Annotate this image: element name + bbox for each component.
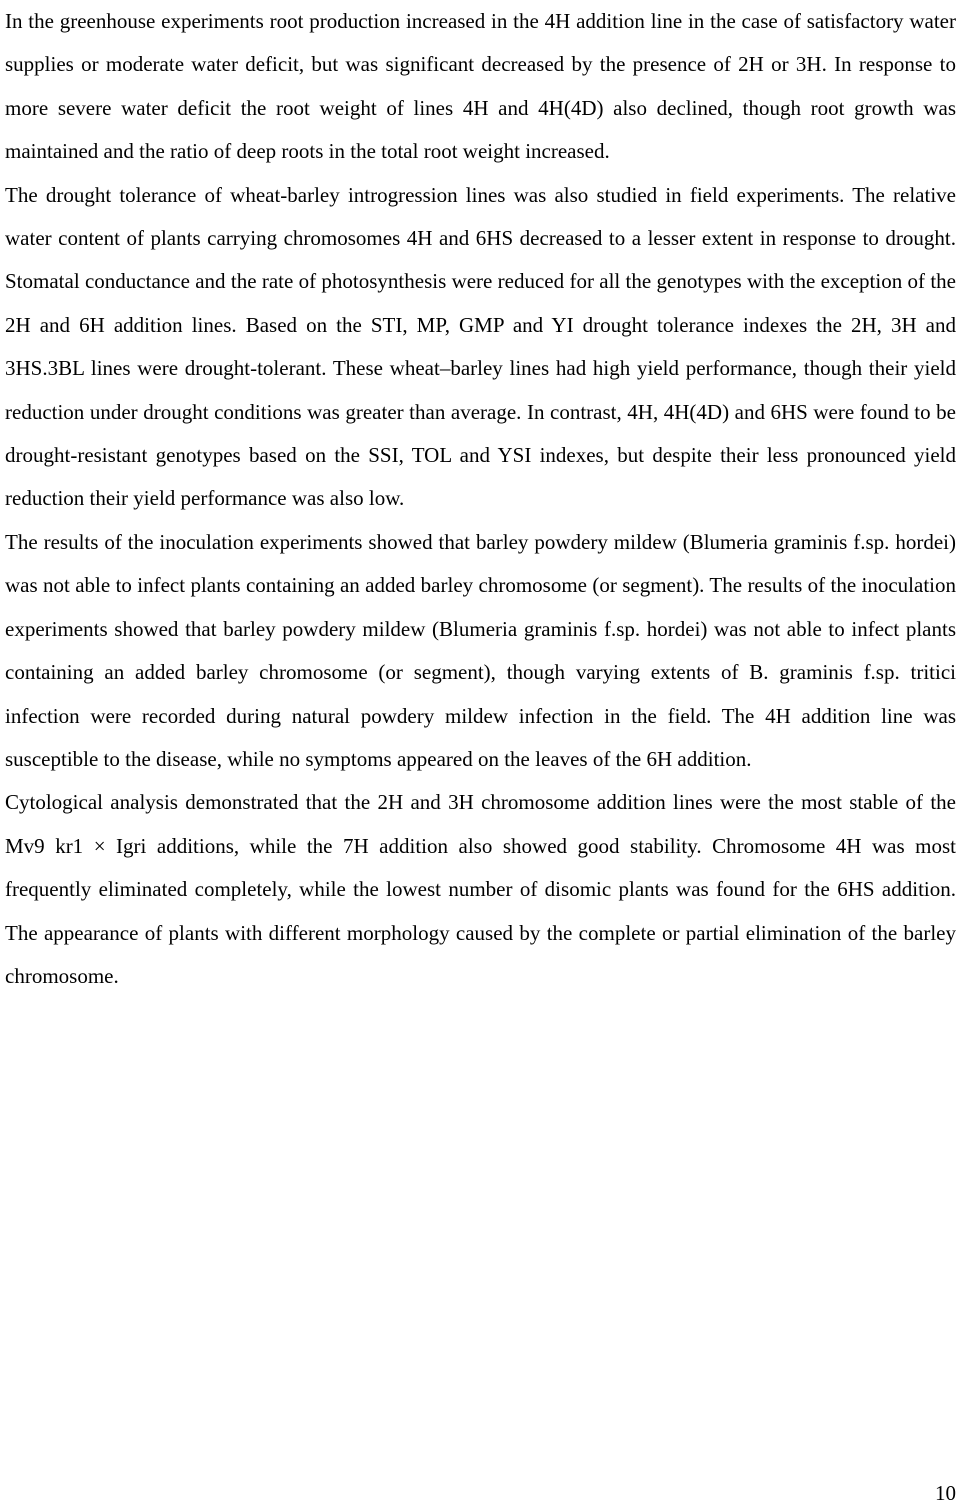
page-number: 10 bbox=[935, 1481, 956, 1505]
paragraph-powdery-mildew: The results of the inoculation experiments showed that barley powdery mildew (Blumeria graminis f.sp. hordei) was not able to infect plants containing an added barley chromosome (or segment). The results of the inoculation experiments showed that barley powdery mildew (Blumeria graminis f.sp. hordei) was not able to infect plants containing an added barley chromosome (or segment), though varying extents of B. graminis f.sp. tritici infection were recorded during natural powdery mildew infection in the field. The 4H addition line was susceptible to the disease, while no symptoms appeared on the leaves of the 6H addition. bbox=[5, 529, 956, 771]
body-text bbox=[5, 0, 956, 998]
paragraph-cytological-analysis: Cytological analysis demonstrated that the 2H and 3H chromosome addition lines were the most stable of the Mv9 kr1 × Igri additions, while the 7H addition also showed good stability. Chromosome 4H was most frequently eliminated completely, while the lowest number of disomic plants was found for the 6HS addition. The appearance of plants with different morphology caused by the complete or partial elimination of the barley chromosome. bbox=[5, 790, 956, 988]
paragraph-root-production: In the greenhouse experiments root production increased in the 4H addition line in the case of satisfactory water supplies or moderate water deficit, but was significant decreased by the presence of 2H or 3H. In response to more severe water deficit the root weight of lines 4H and 4H(4D) also declined, though root growth was maintained and the ratio of deep roots in the total root weight increased. bbox=[5, 9, 956, 164]
paragraph-drought-tolerance: The drought tolerance of wheat-barley introgression lines was also studied in field experiments. The relative water content of plants carrying chromosomes 4H and 6HS decreased to a lesser extent in response to drought. Stomatal conductance and the rate of photosynthesis were reduced for all the genotypes with the exception of the 2H and 6H addition lines. Based on the STI, MP, GMP and YI drought tolerance indexes the 2H, 3H and 3HS.3BL lines were drought-tolerant. These wheat–barley lines had high yield performance, though their yield reduction under drought conditions was greater than average. In contrast, 4H, 4H(4D) and 6HS were found to be drought-resistant genotypes based on the SSI, TOL and YSI indexes, but despite their less pronounced yield reduction their yield performance was also low. bbox=[5, 182, 956, 511]
